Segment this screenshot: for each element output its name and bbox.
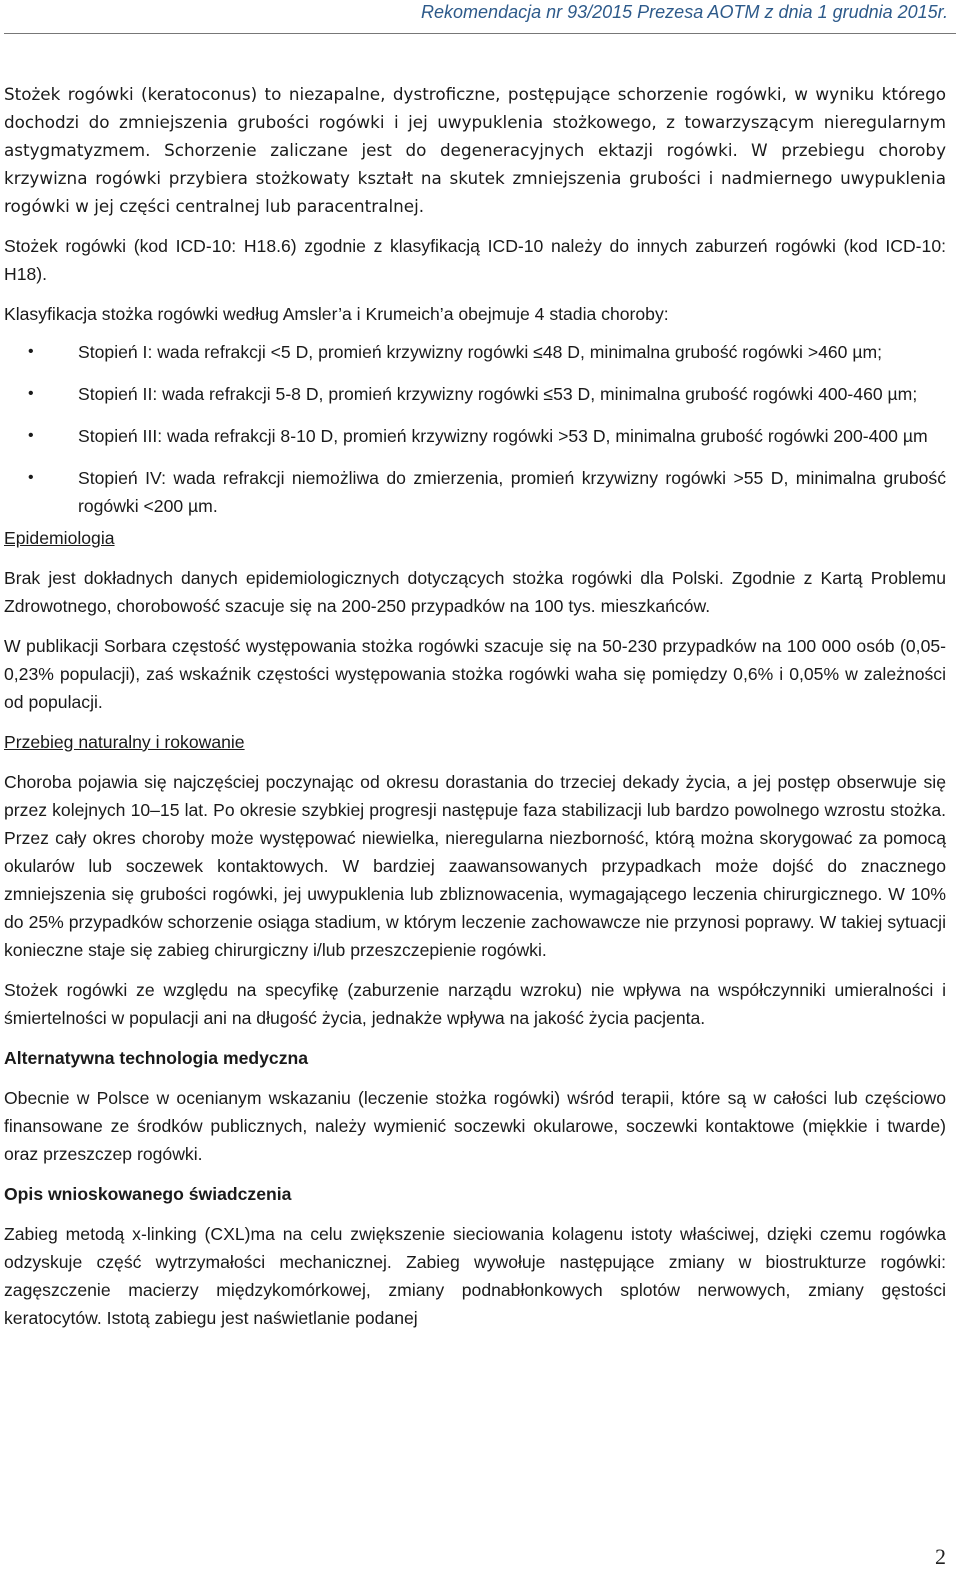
course-heading: Przebieg naturalny i rokowanie	[4, 732, 245, 752]
classification-intro: Klasyfikacja stożka rogówki według Amsler’a i Krumeich’a obejmuje 4 stadia choroby:	[4, 304, 669, 324]
requested-paragraph: Zabieg metodą x-linking (CXL)ma na celu zwiększenie sieciowania kolagenu istoty właściwej, dzięki czemu rogówka odzyskuje część wytrzymałości mechanicznej. Zabieg wywołuje następujące zmiany w biostrukturze rogówki: zagęszczenie macierzy międzykomórkowej, zmiany podnabłonkowych splotów nerwowych, zmiany gęstości keratocytów. Istotą zabiegu jest naświetlanie podanej	[4, 1224, 946, 1328]
bullet-icon: •	[28, 343, 34, 360]
list-item	[4, 422, 946, 450]
running-header: Rekomendacja nr 93/2015 Prezesa AOTM z dnia 1 grudnia 2015r.	[421, 2, 948, 22]
bullet-icon: •	[28, 427, 34, 444]
epidemiology-heading: Epidemiologia	[4, 528, 115, 548]
intro-definition: Stożek rogówki (keratoconus) to niezapalne, dystroficzne, postępujące schorzenie rogówki, w wyniku którego dochodzi do zmniejszenia grubości rogówki i jej uwypuklenia stożkowego, z towarzyszącym nieregularnym astygmatyzmem. Schorzenie zaliczane jest do degeneracyjnych ektazji rogówki.	[4, 84, 946, 160]
list-item	[4, 464, 946, 520]
document-body	[4, 80, 946, 1344]
alternative-heading: Alternatywna technologia medyczna	[4, 1048, 309, 1068]
list-item	[4, 380, 946, 408]
epidemiology-paragraph: Brak jest dokładnych danych epidemiologicznych dotyczących stożka rogówki dla Polski. Zgodnie z Kartą Problemu Zdrowotnego, chorobowość szacuje się na 200-250 przypadków na 100 tys. mieszkańców.	[4, 568, 946, 616]
intro-course: W przebiegu choroby krzywizna rogówki przybiera stożkowaty kształt na skutek zmniejszenia grubości i nadmiernego uwypuklenia rogówki w jej części centralnej lub paracentralnej.	[4, 140, 946, 216]
bullet-icon: •	[28, 469, 34, 486]
course-paragraph: Choroba pojawia się najczęściej poczynając od okresu dorastania do trzeciej dekady życia, a jej postęp obserwuje się przez kolejnych 10–15 lat. Po okresie szybkiej progresji następuje faza stabilizacji lub bardzo powolnego wzrostu stożka. Przez cały okres choroby może występować niewielka, nieregularna niezborność, którą można skorygować za pomocą okularów lub soczewek kontaktowych. W bardziej zaawansowanych przypadkach może dojść do znacznego zmniejszenia się grubości rogówki, jej uwypuklenia lub zbliznowacenia, wymagającego leczenia chirurgicznego. W 10% do 25% przypadków schorzenie osiąga stadium, w którym leczenie zachowawcze nie przynosi poprawy. W takiej sytuacji konieczne staje się zabieg chirurgiczny i/lub przeszczepienie rogówki.	[4, 772, 946, 960]
epidemiology-paragraph: W publikacji Sorbara częstość występowania stożka rogówki szacuje się na 50-230 przypadków na 100 000 osób (0,05-0,23% populacji), zaś wskaźnik częstości występowania stożka rogówki waha się pomiędzy 0,6% i 0,05% w zależności od populacji.	[4, 636, 946, 712]
intro-paragraph	[4, 80, 946, 220]
header-rule	[4, 33, 956, 34]
stage-text: Stopień III: wada refrakcji 8-10 D, promień krzywizny rogówki >53 D, minimalna grubość rogówki 200-400 µm	[78, 426, 928, 446]
icd-paragraph: Stożek rogówki (kod ICD-10: H18.6) zgodnie z klasyfikacją ICD-10 należy do innych zaburzeń rogówki (kod ICD-10: H18).	[4, 236, 946, 284]
bullet-icon: •	[28, 385, 34, 402]
list-item	[4, 338, 946, 366]
requested-heading: Opis wnioskowanego świadczenia	[4, 1184, 292, 1204]
course-paragraph: Stożek rogówki ze względu na specyfikę (zaburzenie narządu wzroku) nie wpływa na współczynniki umieralności i śmiertelności w populacji ani na długość życia, jednakże wpływa na jakość życia pacjenta.	[4, 980, 946, 1028]
stage-text: Stopień II: wada refrakcji 5-8 D, promień krzywizny rogówki ≤53 D, minimalna grubość rogówki 400-460 µm;	[78, 384, 918, 404]
stage-list	[4, 338, 946, 520]
stage-text: Stopień IV: wada refrakcji niemożliwa do zmierzenia, promień krzywizny rogówki >55 D, minimalna grubość rogówki <200 µm.	[78, 468, 946, 516]
alternative-paragraph: Obecnie w Polsce w ocenianym wskazaniu (leczenie stożka rogówki) wśród terapii, które są w całości lub częściowo finansowane ze środków publicznych, należy wymienić soczewki okularowe, soczewki kontaktowe (miękkie i twarde) oraz przeszczep rogówki.	[4, 1088, 946, 1164]
page-number: 2	[935, 1544, 946, 1569]
stage-text: Stopień I: wada refrakcji <5 D, promień krzywizny rogówki ≤48 D, minimalna grubość rogówki >460 µm;	[78, 342, 883, 362]
